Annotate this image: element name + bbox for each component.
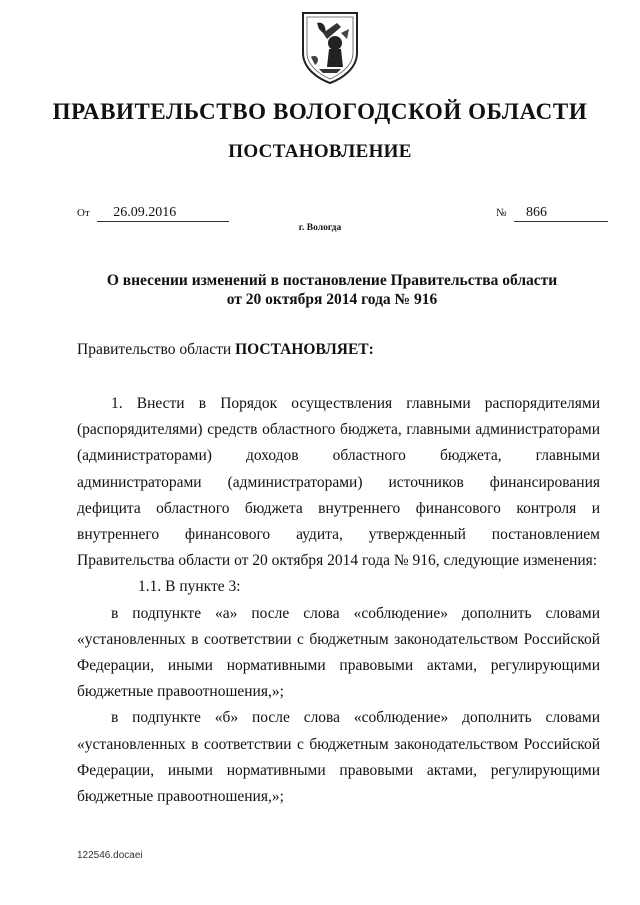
date-value: 26.09.2016 [97, 205, 229, 222]
number-label: № [496, 207, 507, 219]
paragraph-4: в подпункте «б» после слова «соблюдение» дополнить словами «установленных в соответствии с бюджетным законодательством Российской Федерации, иными нормативными правовыми актами, регулирующими бюджетные правоотношения,»; [77, 709, 600, 806]
date-label: От [77, 207, 90, 219]
vologda-coat-of-arms-icon [297, 9, 363, 85]
paragraph-3: в подпункте «а» после слова «соблюдение» дополнить словами «установленных в соответствии с бюджетным законодательством Российской Федерации, иными нормативными правовыми актами, регулирующими бюджетные правоотношения,»; [77, 604, 600, 701]
decree-verb: ПОСТАНОВЛЯЕТ: [235, 341, 374, 358]
city-label: г. Вологда [298, 223, 342, 233]
paragraph-2: 1.1. В пункте 3: [138, 578, 241, 596]
document-type: ПОСТАНОВЛЕНИЕ [228, 141, 412, 162]
subject-line-2: от 20 октября 2014 года № 916 [226, 291, 438, 308]
government-title: ПРАВИТЕЛЬСТВО ВОЛОГОДСКОЙ ОБЛАСТИ [52, 99, 588, 124]
number-field [496, 205, 608, 222]
date-field [77, 205, 229, 222]
subject-line-1: О внесении изменений в постановление Правительства области [106, 272, 558, 289]
footer-file-name: 122546.docaei [77, 850, 143, 861]
paragraph-1: 1. Внести в Порядок осуществления главными распорядителями (распорядителями) средств областного бюджета, главными администраторами (администраторами) доходов областного бюджета, главными администраторами (администраторами) источников финансирования дефицита областного бюджета внутреннего финансового контроля и внутреннего финансового аудита, утвержденный постановлением Правительства области от 20 октября 2014 года № 916, следующие изменения: [77, 395, 600, 570]
number-value: 866 [514, 205, 608, 222]
decree-prefix: Правительство области [77, 341, 232, 358]
decree-line [77, 341, 374, 359]
document-subject [60, 271, 604, 309]
document-body [77, 391, 600, 810]
